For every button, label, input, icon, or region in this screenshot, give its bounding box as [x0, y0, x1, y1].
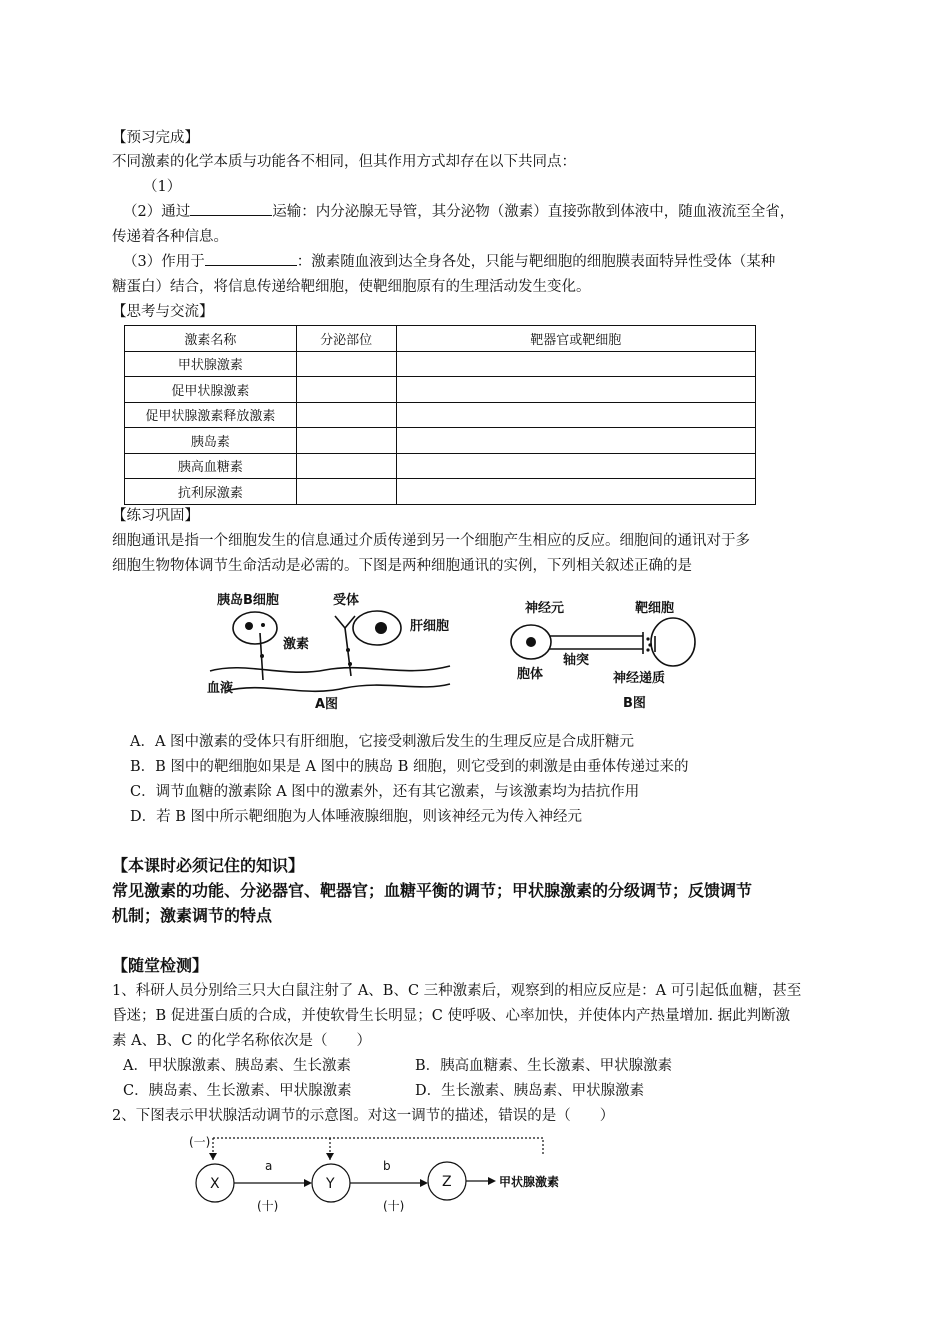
hormone-name: 甲状腺激素 [125, 351, 297, 377]
hormone-dot [261, 623, 265, 627]
blank-transport [190, 201, 272, 216]
secretion-cell[interactable] [296, 351, 396, 377]
islet-cell-shape [233, 612, 277, 644]
liver-nucleus [375, 622, 387, 634]
table-header-row [125, 326, 756, 352]
column-header: 分泌部位 [296, 326, 396, 352]
vessel-wall-bottom [225, 684, 450, 691]
label-islet-b-cell: 胰岛B细胞 [217, 593, 279, 608]
think-heading: 【思考与交流】 [112, 304, 214, 320]
feedback-arrow-y [326, 1153, 334, 1160]
secretion-cell[interactable] [296, 453, 396, 479]
column-header: 靶器官或靶细胞 [396, 326, 755, 352]
practice-option-c: C．调节血糖的激素除 A 图中的激素外，还有其它激素，与该激素均为拮抗作用 [130, 784, 640, 800]
axon-shape [549, 636, 643, 649]
practice-option-a: A．A 图中激素的受体只有肝细胞，它接受刺激后发生的生理反应是合成肝糖元 [130, 734, 635, 750]
neuron-nucleus [526, 637, 536, 647]
target-cell[interactable] [396, 377, 755, 403]
hormone-name: 胰岛素 [125, 428, 297, 454]
target-cell[interactable] [396, 428, 755, 454]
target-cell[interactable] [396, 402, 755, 428]
figure-b-neural-signaling [505, 596, 705, 714]
node-x-label: X [210, 1176, 220, 1192]
hormone-name: 促甲状腺激素释放激素 [125, 402, 297, 428]
transmitter-dot [646, 637, 649, 640]
hormone-table [124, 325, 756, 505]
label-axon: 轴突 [563, 653, 590, 668]
islet-nucleus [245, 622, 253, 630]
point-2-prefix: （2）通过 [123, 204, 191, 220]
target-cell[interactable] [396, 351, 755, 377]
q2-line-1: 2、下图表示甲状腺活动调节的示意图。对这一调节的描述，错误的是（ ） [112, 1108, 615, 1124]
plus-label-2: (十) [383, 1199, 405, 1213]
practice-option-b: B．B 图中的靶细胞如果是 A 图中的胰岛 B 细胞，则它受到的刺激是由垂体传递过来的 [130, 759, 689, 775]
arrow-a-head [304, 1179, 312, 1187]
arrow-a-label: a [265, 1159, 273, 1173]
practice-stem-2: 细胞生物物体调节生命活动是必需的。下图是两种细胞通讯的实例，下列相关叙述正确的是 [112, 558, 692, 574]
table-row [125, 351, 756, 377]
arrow-output-head [488, 1177, 496, 1185]
hormone-dot [346, 648, 350, 652]
label-target-cell: 靶细胞 [635, 601, 675, 616]
hormone-name: 抗利尿激素 [125, 479, 297, 505]
caption-figure-a: A图 [315, 697, 339, 712]
q1-line-3: 素 A、B、C 的化学名称依次是（ ） [112, 1033, 371, 1049]
secretion-cell[interactable] [296, 479, 396, 505]
q1-option-b: B．胰高血糖素、生长激素、甲状腺激素 [415, 1058, 673, 1074]
q1-line-1: 1、科研人员分别给三只大白鼠注射了 A、B、C 三种激素后，观察到的相应反应是：A 可引起低血糖，甚至 [112, 983, 802, 999]
preview-point-2 [123, 201, 794, 223]
remember-heading: 【本课时必须记住的知识】 [112, 856, 305, 875]
arrow-b-label: b [383, 1159, 391, 1173]
column-header: 激素名称 [125, 326, 297, 352]
remember-line-1: 常见激素的功能、分泌器官、靶器官；血糖平衡的调节；甲状腺激素的分级调节；反馈调节 [112, 881, 753, 900]
target-cell[interactable] [396, 453, 755, 479]
preview-point-3-cont: 糖蛋白）结合，将信息传递给靶细胞，使靶细胞原有的生理活动发生变化。 [112, 279, 591, 295]
vessel-wall-top [210, 666, 450, 672]
target-cell-shape [651, 618, 695, 666]
remember-line-2: 机制；激素调节的特点 [112, 906, 273, 925]
thyroid-regulation-diagram [185, 1128, 580, 1220]
secretion-cell[interactable] [296, 402, 396, 428]
caption-figure-b: B图 [623, 696, 646, 711]
transmitter-dot [648, 643, 651, 646]
preview-heading: 【预习完成】 [112, 130, 199, 146]
label-hormone: 激素 [283, 637, 310, 652]
preview-point-3 [123, 251, 775, 273]
feedback-line-dashed [213, 1138, 543, 1156]
hormone-dot [348, 662, 352, 666]
point-2-suffix: 运输：内分泌腺无导管，其分泌物（激素）直接弥散到体液中，随血液流至全省， [272, 204, 795, 220]
label-blood: 血液 [207, 681, 234, 696]
label-neuron: 神经元 [525, 601, 565, 616]
q1-option-d: D．生长激素、胰岛素、甲状腺激素 [415, 1083, 645, 1099]
practice-option-d: D．若 B 图中所示靶细胞为人体唾液腺细胞，则该神经元为传入神经元 [130, 809, 582, 825]
receptor-shape [335, 616, 355, 628]
label-receptor: 受体 [333, 593, 360, 608]
hormone-name: 促甲状腺激素 [125, 377, 297, 403]
node-y-label: Y [326, 1176, 335, 1192]
table-row [125, 402, 756, 428]
label-cell-body: 胞体 [517, 667, 544, 682]
feedback-arrow-x [209, 1153, 217, 1160]
point-3-suffix: ：激素随血液到达全身各处，只能与靶细胞的细胞膜表面特异性受体（某种 [296, 254, 776, 270]
preview-point-1: （1） [143, 179, 182, 195]
blank-target [205, 251, 297, 266]
q1-option-c: C．胰岛素、生长激素、甲状腺激素 [123, 1083, 352, 1099]
label-neurotransmitter: 神经递质 [613, 671, 666, 686]
table-row [125, 377, 756, 403]
label-minus: (一) [189, 1135, 211, 1149]
plus-label-1: (十) [257, 1199, 279, 1213]
practice-stem-1: 细胞通讯是指一个细胞发生的信息通过介质传递到另一个细胞产生相应的反应。细胞间的通讯对于多 [112, 533, 750, 549]
secretion-cell[interactable] [296, 428, 396, 454]
hormone-name: 胰高血糖素 [125, 453, 297, 479]
quiz-heading: 【随堂检测】 [112, 956, 209, 975]
secretion-cell[interactable] [296, 377, 396, 403]
transmitter-dot [646, 648, 649, 651]
preview-intro: 不同激素的化学本质与功能各不相同，但其作用方式却存在以下共同点： [112, 154, 576, 170]
table-row [125, 428, 756, 454]
hormone-dot [260, 654, 264, 658]
arrow-b-head [420, 1179, 428, 1187]
q1-option-a: A．甲状腺激素、胰岛素、生长激素 [123, 1058, 351, 1074]
q1-line-2: 昏迷；B 促进蛋白质的合成，并使软骨生长明显；C 使呼吸、心率加快，并使体内产热量增加. 据此判断激 [112, 1008, 791, 1024]
target-cell[interactable] [396, 479, 755, 505]
table-row [125, 453, 756, 479]
table-row [125, 479, 756, 505]
preview-point-2-cont: 传递着各种信息。 [112, 229, 228, 245]
output-label: 甲状腺激素 [499, 1175, 560, 1189]
label-liver-cell: 肝细胞 [410, 619, 450, 634]
practice-heading: 【练习巩固】 [112, 508, 199, 524]
point-3-prefix: （3）作用于 [123, 254, 205, 270]
figure-a-cell-signaling [205, 588, 455, 713]
node-z-label: Z [442, 1174, 452, 1190]
